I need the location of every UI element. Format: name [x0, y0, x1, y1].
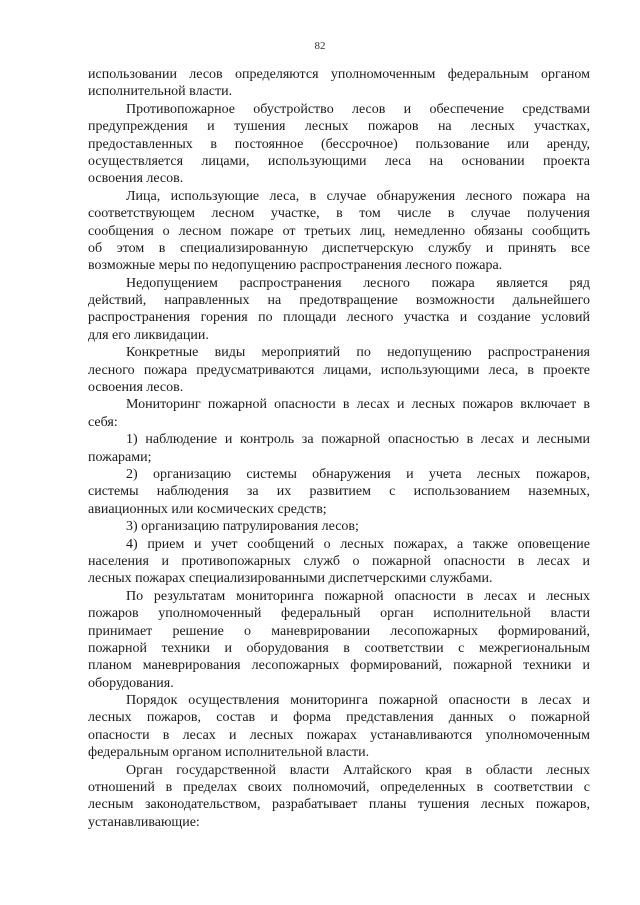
text-line: Орган государственной власти Алтайского края в области лесных	[126, 762, 590, 778]
page-number: 82	[314, 40, 326, 52]
text-line: распространения горения по площади лесного участка и создание условий	[88, 310, 590, 326]
paragraph	[88, 466, 590, 518]
text-line: 1) наблюдение и контроль за пожарной опасностью в лесах и лесными	[126, 432, 590, 448]
text-line: пожарами;	[88, 449, 152, 465]
text-line: 2) организацию системы обнаружения и учета лесных пожаров,	[126, 466, 590, 482]
text-line: Порядок осуществления мониторинга пожарной опасности в лесах и	[126, 693, 590, 709]
text-line: оборудования.	[88, 675, 174, 691]
text-line: принимает решение о маневрировании лесопожарных формирований,	[88, 623, 590, 639]
paragraph	[88, 275, 590, 345]
paragraph	[88, 66, 590, 101]
text-line: федеральным органом исполнительной власти.	[88, 745, 370, 761]
text-line: соответствующем лесном участке, в том числе в случае получения	[88, 206, 590, 222]
text-line: себя:	[88, 414, 118, 430]
text-line: отношений в пределах своих полномочий, определенных в соответствии с	[88, 780, 590, 796]
text-line: лесных пожарах специализированными диспетчерскими службами.	[88, 571, 493, 587]
text-line: Конкретные виды мероприятий по недопущению распространения	[126, 345, 590, 361]
paragraph	[88, 518, 590, 535]
text-line: 3) организацию патрулирования лесов;	[126, 519, 359, 535]
text-line: освоения лесов.	[88, 380, 184, 396]
text-line: По результатам мониторинга пожарной опасности в лесах и лесных	[126, 588, 590, 604]
text-line: лесным законодательством, разрабатывает планы тушения лесных пожаров,	[88, 797, 590, 813]
paragraph	[88, 396, 590, 431]
text-line: возможные меры по недопущению распространения лесного пожара.	[88, 258, 503, 274]
document-body	[88, 66, 590, 831]
paragraph	[88, 188, 590, 275]
paragraph	[88, 588, 590, 692]
text-line: для его ликвидации.	[88, 327, 209, 343]
text-line: пожаров уполномоченный федеральный орган исполнительной власти	[88, 606, 590, 622]
paragraph	[88, 762, 590, 832]
text-line: предупреждения и тушения лесных пожаров на лесных участках,	[88, 119, 590, 135]
paragraph	[88, 692, 590, 762]
text-line: об этом в специализированную диспетчерскую службу и принять все	[88, 240, 590, 256]
text-line: авиационных или космических средств;	[88, 501, 327, 517]
text-line: пожарной техники и оборудования в соответствии с межрегиональным	[88, 640, 590, 656]
text-line: сообщения о лесном пожаре от третьих лиц, немедленно обязаны сообщить	[88, 223, 590, 239]
paragraph	[88, 344, 590, 396]
text-line: предоставленных в постоянное (бессрочное) пользование или аренду,	[88, 136, 590, 152]
text-line: освоения лесов.	[88, 171, 184, 187]
text-line: Мониторинг пожарной опасности в лесах и лесных пожаров включает в	[126, 397, 590, 413]
text-line: исполнительной власти.	[88, 84, 233, 100]
text-line: Противопожарное обустройство лесов и обеспечение средствами	[126, 101, 590, 117]
text-line: населения и противопожарных служб о пожарной опасности в лесах и	[88, 553, 590, 569]
text-line: использовании лесов определяются уполномоченным федеральным органом	[88, 67, 590, 82]
text-line: опасности в лесах и лесных пожарах устанавливаются уполномоченным	[88, 727, 590, 743]
text-line: осуществляется лицами, использующими леса на основании проекта	[88, 153, 590, 169]
text-line: лесных пожаров, состав и форма представления данных о пожарной	[88, 710, 590, 726]
text-line: системы наблюдения за их развитием с использованием наземных,	[88, 484, 590, 500]
paragraph	[88, 431, 590, 466]
text-line: устанавливающие:	[88, 814, 200, 830]
text-line: Недопущением распространения лесного пожара является ряд	[126, 275, 590, 291]
text-line: лесного пожара предусматриваются лицами, использующими леса, в проекте	[88, 362, 590, 378]
text-line: действий, направленных на предотвращение возможности дальнейшего	[88, 293, 590, 309]
text-line: Лица, использующие леса, в случае обнаружения лесного пожара на	[126, 188, 590, 204]
text-line: планом маневрирования лесопожарных формирований, пожарной техники и	[88, 658, 590, 674]
paragraph	[88, 536, 590, 588]
text-line: 4) прием и учет сообщений о лесных пожарах, а также оповещение	[126, 536, 590, 552]
paragraph	[88, 101, 590, 188]
